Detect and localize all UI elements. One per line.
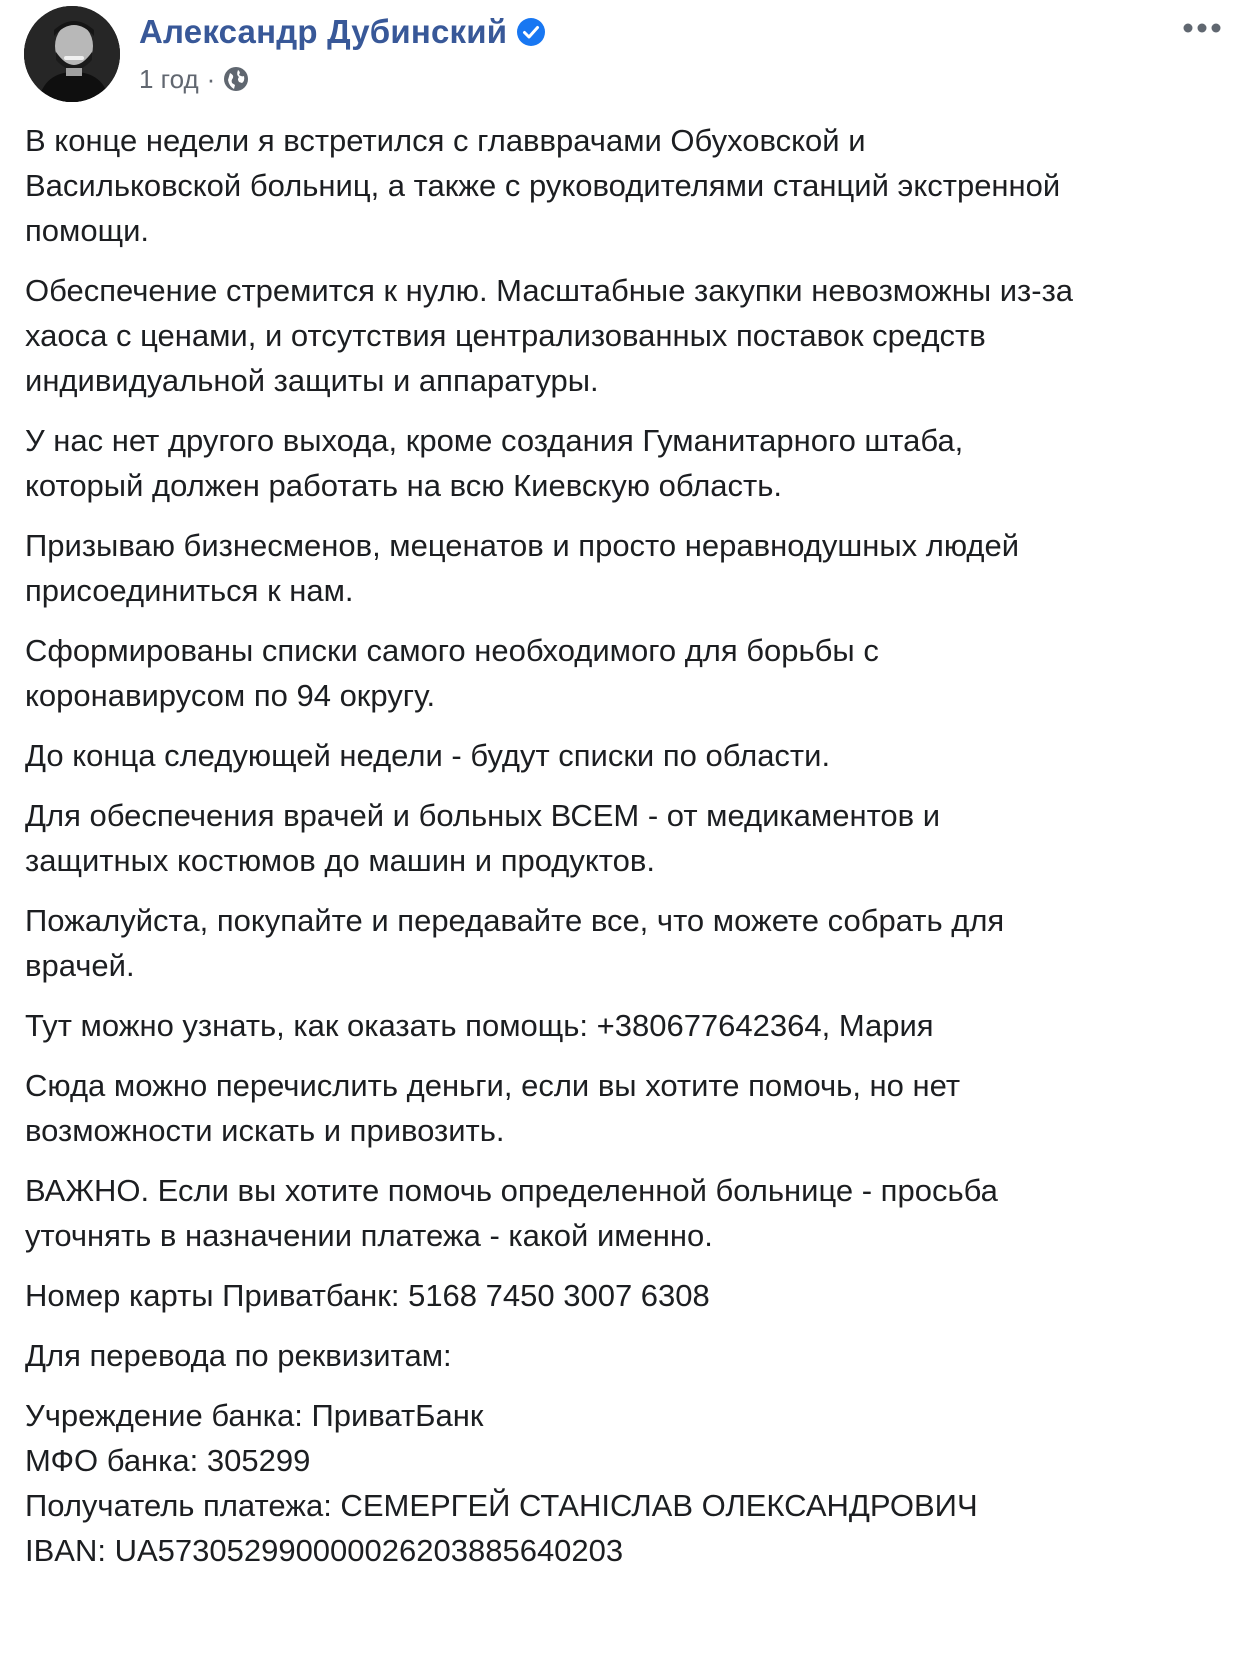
post-paragraph: До конца следующей недели - будут списки по области. — [25, 738, 831, 773]
author-line — [139, 12, 546, 52]
verified-badge-icon — [516, 17, 546, 47]
post-paragraph: Тут можно узнать, как оказать помощь: +380677642364, Мария — [25, 1008, 934, 1043]
more-options-icon[interactable] — [1180, 16, 1224, 40]
post-paragraph: Призываю бизнесменов, меценатов и просто неравнодушных людей присоединиться к нам. — [25, 528, 1020, 608]
globe-icon[interactable] — [223, 66, 249, 92]
post-paragraph: Пожалуйста, покупайте и передавайте все, что можете собрать для врачей. — [25, 903, 1005, 983]
post-paragraph: Номер карты Приватбанк: 5168 7450 3007 6308 — [25, 1278, 710, 1313]
meta-separator: · — [206, 63, 216, 94]
post-header — [24, 6, 1224, 106]
post-paragraph: Сформированы списки самого необходимого для борьбы с коронавирусом по 94 округу. — [25, 633, 879, 713]
post-paragraph: Для обеспечения врачей и больных ВСЕМ - от медикаментов и защитных костюмов до машин и продуктов. — [25, 798, 941, 878]
avatar-photo-icon — [24, 6, 120, 102]
author-avatar[interactable] — [24, 6, 120, 102]
post-timestamp[interactable]: 1 год — [139, 63, 199, 94]
post-paragraph: ВАЖНО. Если вы хотите помочь определенной больнице - просьба уточнять в назначении платежа - какой именно. — [25, 1173, 998, 1253]
post-paragraph: Для перевода по реквизитам: — [25, 1338, 452, 1373]
post-meta — [139, 62, 249, 96]
bank-details: Учреждение банка: ПриватБанк МФО банка: 305299 Получатель платежа: СЕМЕРГЕЙ СТАНІСЛАВ ОЛЕКСАНДРОВИЧ IBAN: UA573052990000026203885640203 — [25, 1398, 978, 1568]
author-name[interactable]: Александр Дубинский — [139, 13, 508, 50]
post-paragraph: Сюда можно перечислить деньги, если вы хотите помочь, но нет возможности искать и привозить. — [25, 1068, 961, 1148]
post-paragraph: В конце недели я встретился с главврачами Обуховской и Васильковской больниц, а также с руководителями станций экстренной помощи. — [25, 123, 1061, 248]
post-paragraph: У нас нет другого выхода, кроме создания Гуманитарного штаба, который должен работать на всю Киевскую область. — [25, 423, 964, 503]
post-body — [25, 118, 1215, 1573]
post-paragraph: Обеспечение стремится к нулю. Масштабные закупки невозможны из-за хаоса с ценами, и отсутствия централизованных поставок средств индивидуальной защиты и аппаратуры. — [25, 273, 1074, 398]
